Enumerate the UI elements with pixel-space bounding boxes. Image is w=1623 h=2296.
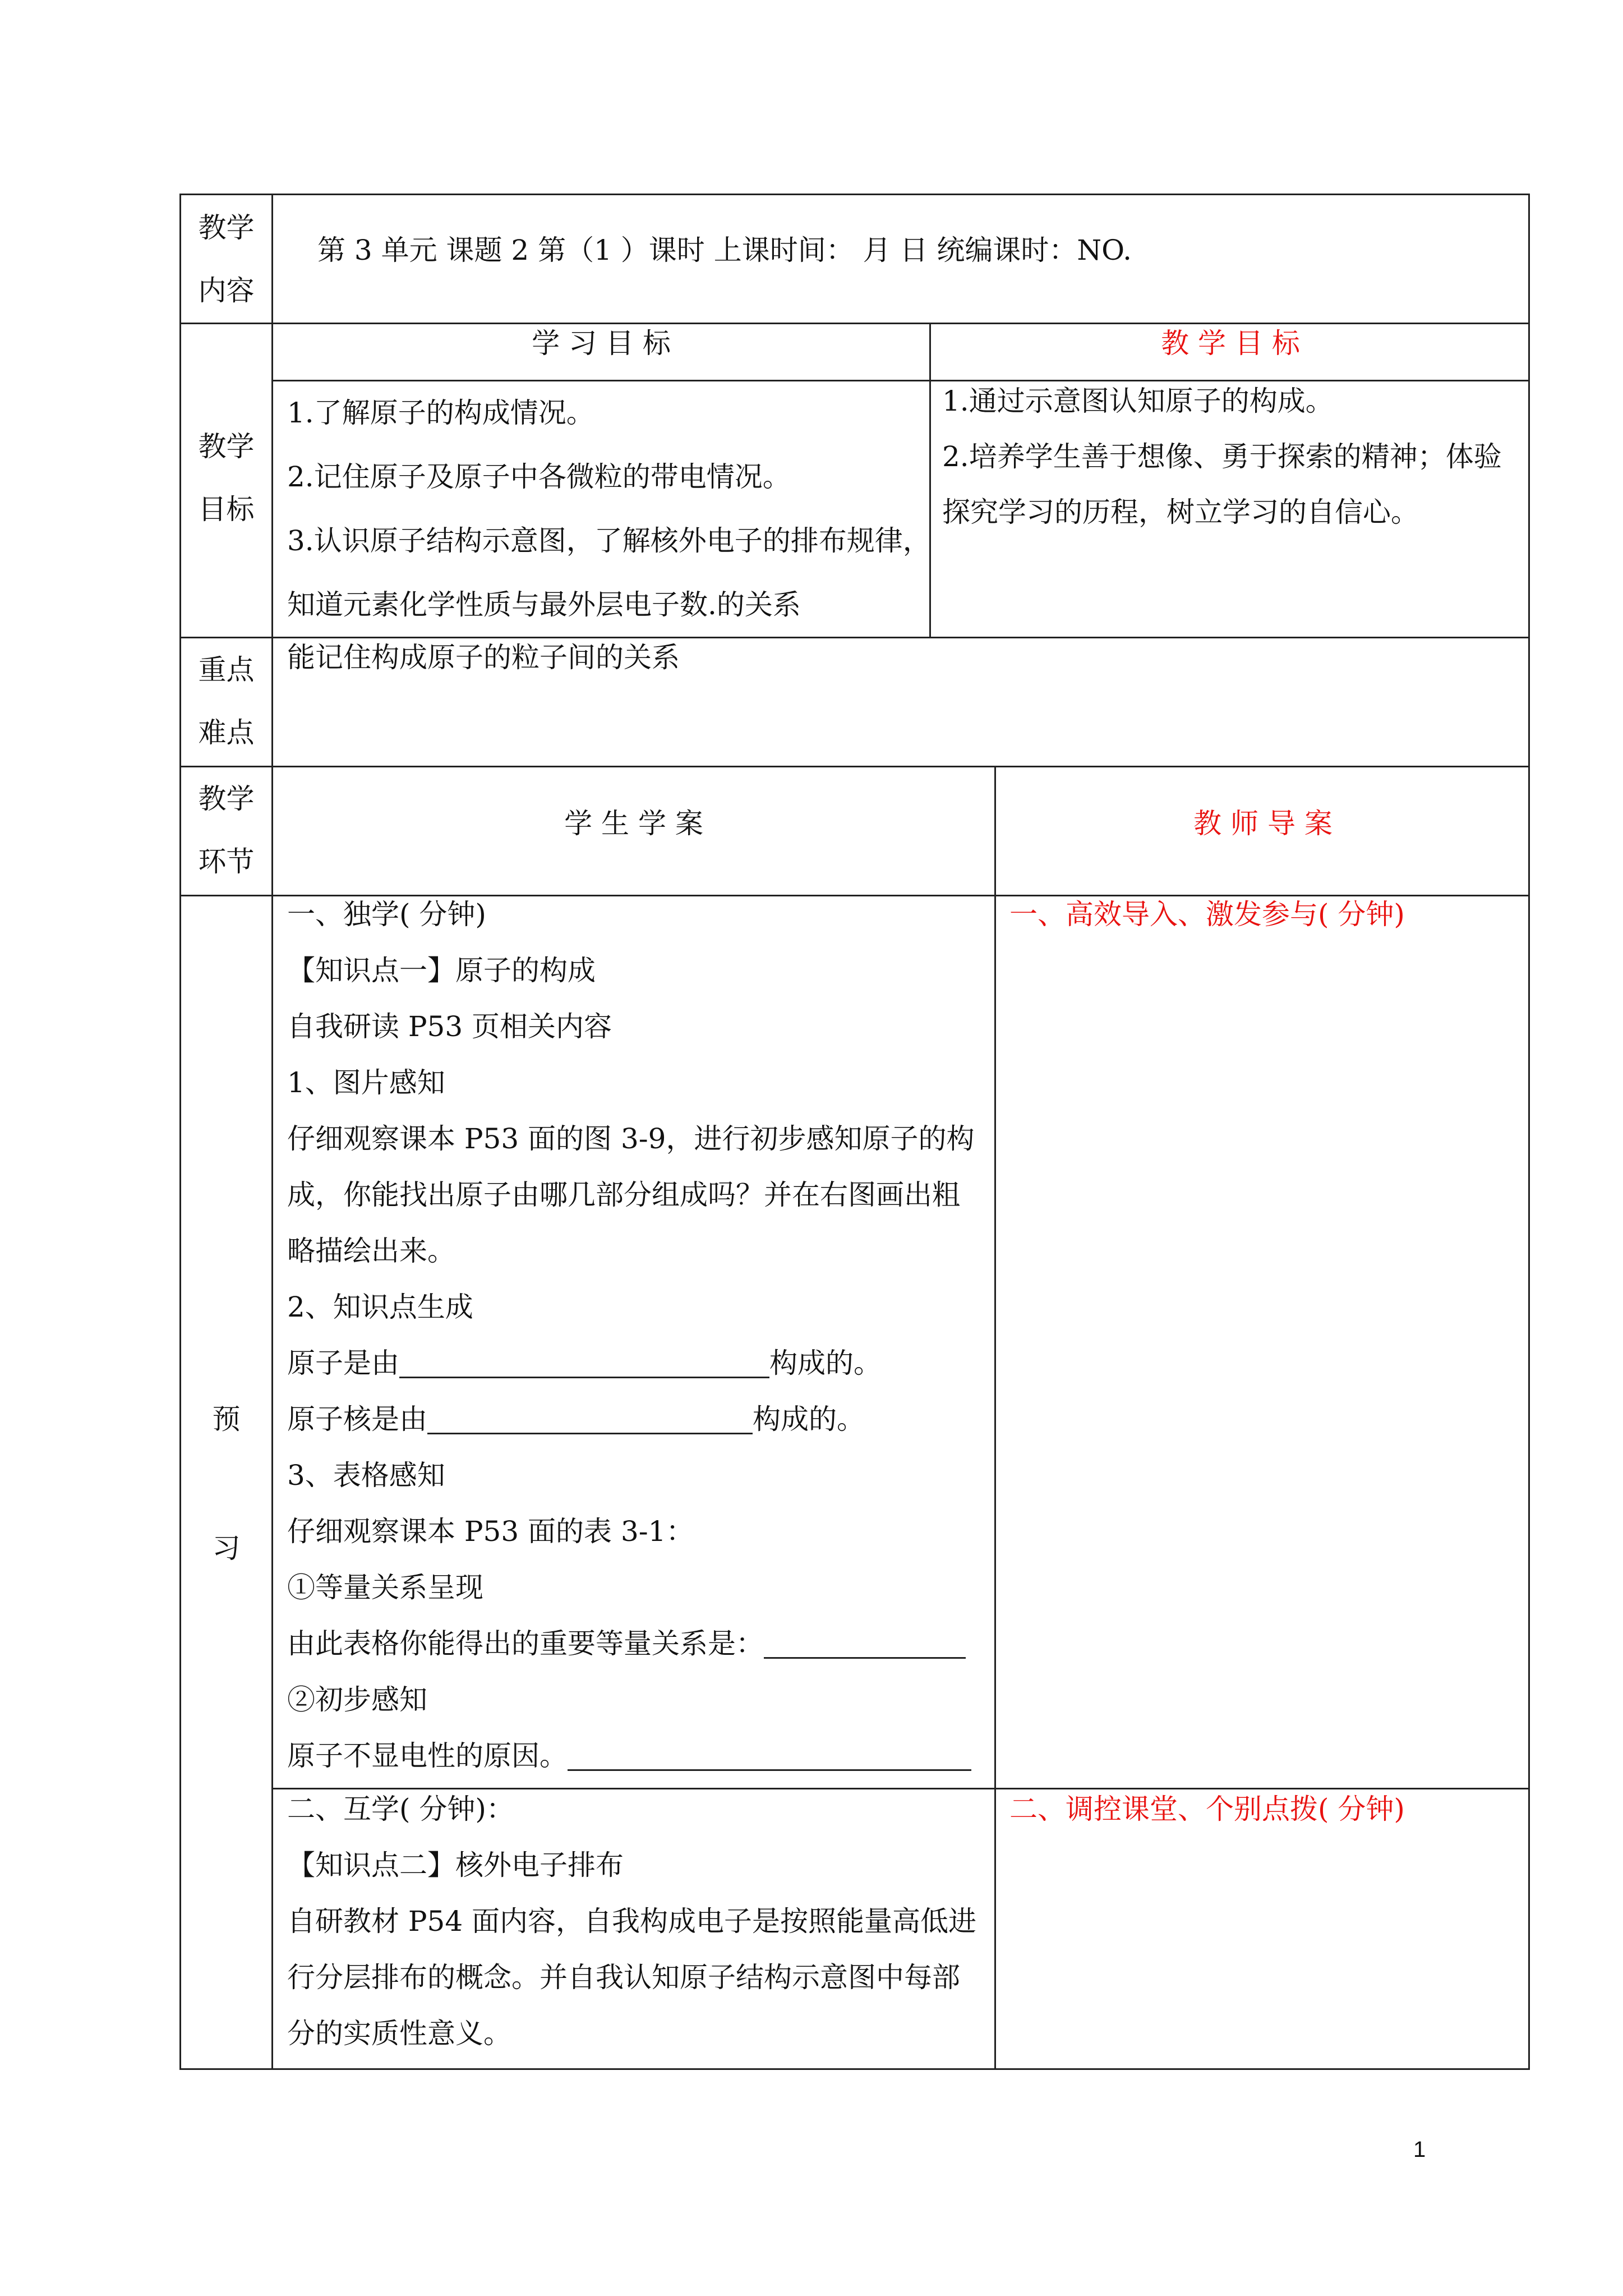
header-content: 第 3 单元 课题 2 第（1 ）课时 上课时间： 月 日 统编课时：NO. — [317, 234, 1132, 266]
objectives-label: 教学 目标 — [198, 430, 255, 526]
learning-objective-item: 2.记住原子及原子中各微粒的带电情况。 — [287, 461, 791, 493]
preview-label-1: 预 — [212, 1403, 241, 1435]
fill-in-line: 原子是由 构成的。 — [287, 1347, 882, 1379]
plan-line: ①等量关系呈现 — [287, 1571, 483, 1604]
fill-in-line: 原子不显电性的原因。 — [287, 1728, 971, 1784]
label-column-divider — [271, 194, 273, 2070]
header-label: 教学 内容 — [198, 211, 255, 307]
plan-line: 自我研读 P53 页相关内容 — [287, 1010, 612, 1043]
answer-blank[interactable] — [568, 1740, 971, 1771]
teacher-guide-step-1: 一、高效导入、激发参与( 分钟) — [1009, 898, 1405, 931]
page-number: 1 — [1413, 2137, 1426, 2162]
row-divider — [271, 380, 1530, 381]
keypoints-content: 能记住构成原子的粒子间的关系 — [287, 641, 680, 674]
learning-objective-item: 知道元素化学性质与最外层电子数.的关系 — [287, 588, 801, 621]
keypoints-label: 重点 难点 — [198, 654, 255, 749]
plan-line: 仔细观察课本 P53 面的图 3-9，进行初步感知原子的构 — [287, 1122, 975, 1155]
plan-line: 1、图片感知 — [287, 1066, 445, 1099]
answer-blank[interactable] — [399, 1347, 769, 1378]
teaching-objectives-title: 教 学 目 标 — [1161, 327, 1300, 360]
plan-line: 成，你能找出原子由哪几部分组成吗？并在右图画出粗 — [287, 1179, 960, 1211]
plan-line: 自研教材 P54 面内容，自我构成电子是按照能量高低进 — [287, 1905, 977, 1938]
plan-line: 仔细观察课本 P53 面的表 3-1： — [287, 1515, 694, 1548]
fill-in-line: 原子核是由 构成的。 — [287, 1403, 865, 1435]
learning-objectives-title: 学 习 目 标 — [532, 327, 671, 360]
plan-line: 略描绘出来。 — [287, 1235, 455, 1267]
teaching-objective-item: 2.培养学生善于想像、勇于探索的精神；体验 — [942, 440, 1502, 473]
plan-line: 分的实质性意义。 — [287, 2017, 511, 2050]
teacher-guide-step-2: 二、调控课堂、个别点拨( 分钟) — [1009, 1793, 1405, 1825]
plan-line: 【知识点一】原子的构成 — [287, 954, 596, 987]
answer-blank[interactable] — [764, 1628, 966, 1659]
row-divider — [179, 766, 1530, 767]
plan-line: 2、知识点生成 — [287, 1291, 473, 1323]
plan-line: 一、独学( 分钟) — [287, 898, 486, 931]
plan-line: ②初步感知 — [287, 1683, 427, 1716]
plan-line: 二、互学( 分钟)： — [287, 1793, 514, 1825]
stage-column-divider — [994, 766, 996, 2070]
teaching-objective-item: 探究学习的历程，树立学习的自信心。 — [942, 496, 1419, 528]
plan-line: 3、表格感知 — [287, 1459, 445, 1492]
answer-blank[interactable] — [427, 1404, 753, 1434]
teaching-objective-item: 1.通过示意图认知原子的构成。 — [942, 385, 1334, 417]
student-plan-title: 学 生 学 案 — [564, 807, 703, 840]
plan-line: 行分层排布的概念。并自我认知原子结构示意图中每部 — [287, 1961, 960, 1994]
learning-objective-item: 3.认识原子结构示意图，了解核外电子的排布规律， — [287, 524, 931, 557]
teacher-plan-title: 教 师 导 案 — [1193, 807, 1332, 840]
stages-label: 教学 环节 — [198, 783, 255, 878]
learning-objective-item: 1.了解原子的构成情况。 — [287, 397, 594, 429]
plan-line: 【知识点二】核外电子排布 — [287, 1849, 624, 1881]
fill-in-line: 由此表格你能得出的重要等量关系是： — [287, 1616, 966, 1672]
preview-label-2: 习 — [212, 1532, 241, 1565]
